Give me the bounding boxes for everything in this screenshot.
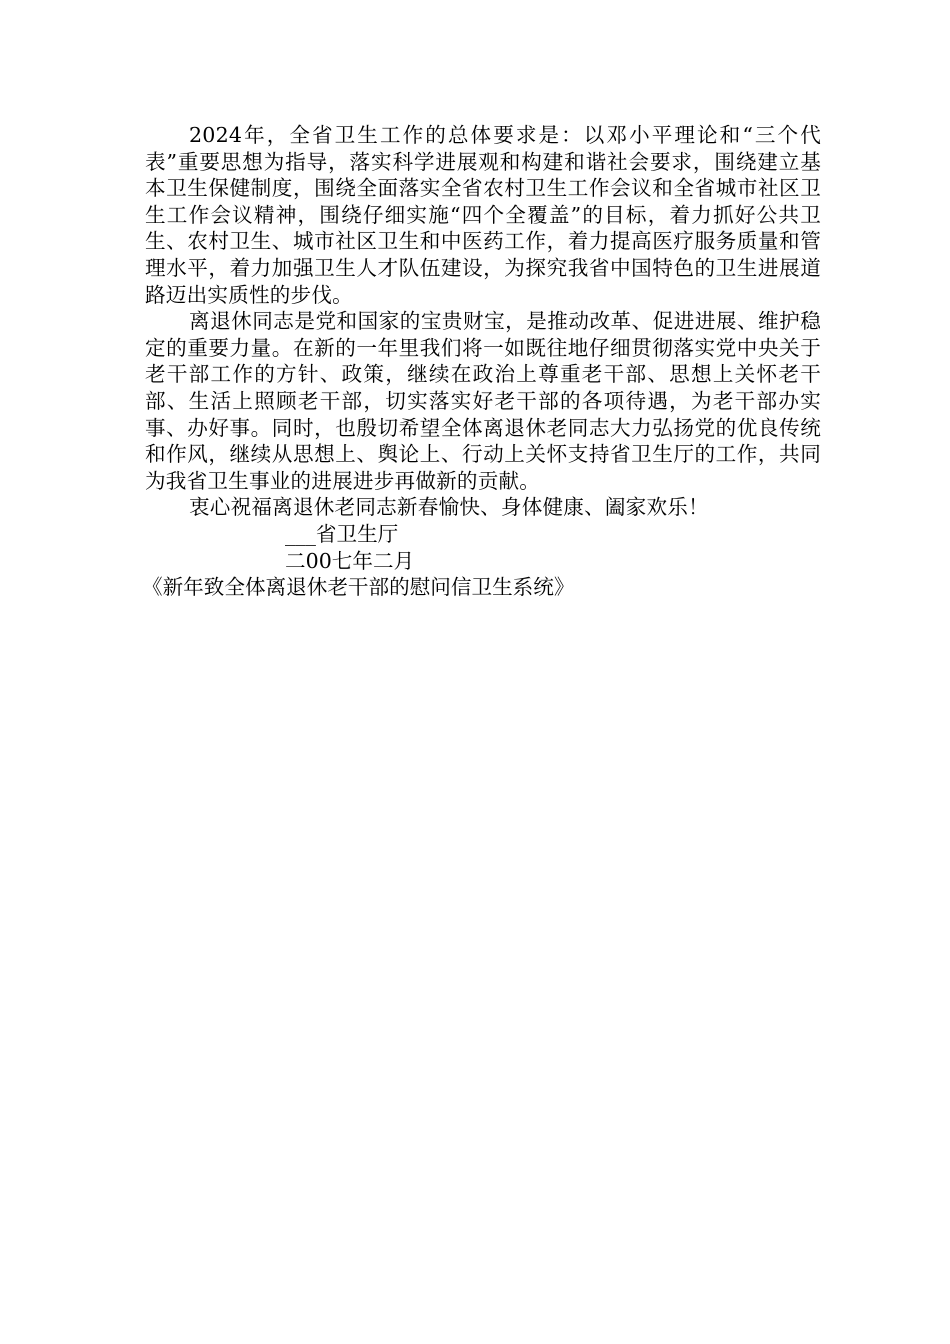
signature-organization: ___省卫生厅 <box>285 521 399 546</box>
signature-date: 二00七年二月 <box>285 548 415 573</box>
paragraph-work-requirements: 2024年，全省卫生工作的总体要求是：以邓小平理论和“三个代表”重要思想为指导，落实科学进展观和构建和谐社会要求，围绕建立基本卫生保健制度，围绕全面落实全省农村卫生工作会议和全省城市社区卫生工作会议精神，围绕仔细实施“四个全覆盖”的目标，着力抓好公共卫生、农村卫生、城市社区卫生和中医药工作，着力提高医疗服务质量和管理水平，着力加强卫生人才队伍建设，为探究我省中国特色的卫生进展道路迈出实质性的步伐。 <box>145 123 821 307</box>
document-title: 《新年致全体离退休老干部的慰问信卫生系统》 <box>142 575 575 600</box>
letter-body <box>142 122 821 601</box>
paragraph-new-year-wishes: 衷心祝福离退休老同志新春愉快、身体健康、阖家欢乐！ <box>189 495 709 520</box>
paragraph-retired-cadres: 离退休同志是党和国家的宝贵财宝，是推动改革、促进进展、维护稳定的重要力量。在新的一年里我们将一如既往地仔细贯彻落实党中央关于老干部工作的方针、政策，继续在政治上尊重老干部、思想上关怀老干部、生活上照顾老干部，切实落实好老干部的各项待遇，为老干部办实事、办好事。同时，也殷切希望全体离退休老同志大力弘扬党的优良传统和作风，继续从思想上、舆论上、行动上关怀支持省卫生厅的工作，共同为我省卫生事业的进展进步再做新的贡献。 <box>145 309 821 493</box>
